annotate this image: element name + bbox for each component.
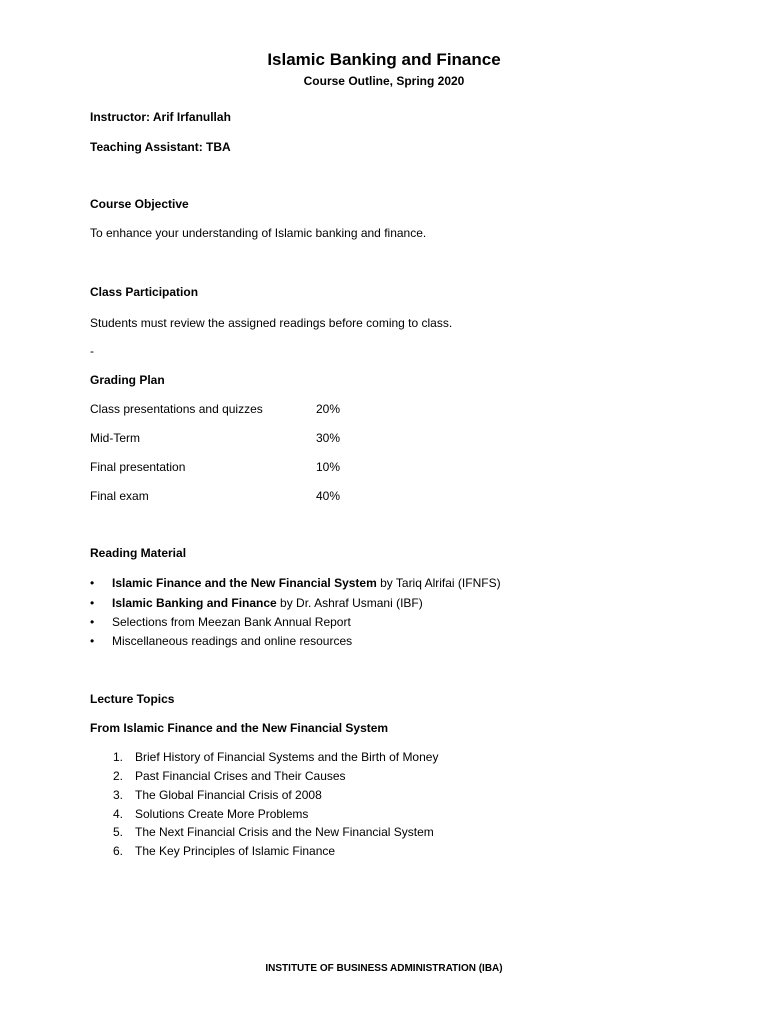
topic-text: Brief History of Financial Systems and the Birth of Money (135, 750, 439, 764)
reading-title: Islamic Banking and Finance (112, 596, 277, 610)
topic-number: 1. (113, 750, 124, 764)
topic-number: 6. (113, 844, 124, 858)
grading-row-weight: 10% (316, 460, 341, 474)
lecture-topic-item (113, 844, 336, 858)
grading-row-item: Class presentations and quizzes (90, 402, 263, 416)
reading-detail: by Tariq Alrifai (IFNFS) (376, 576, 501, 590)
topic-number: 5. (113, 825, 124, 839)
bullet-icon: • (90, 576, 95, 590)
instructor-line: Instructor: Arif Irfanullah (90, 110, 231, 124)
bullet-icon: • (90, 634, 95, 648)
course-objective-heading: Course Objective (90, 197, 189, 211)
reading-list-item (90, 596, 423, 610)
topic-number: 3. (113, 788, 124, 802)
topic-text: The Key Principles of Islamic Finance (135, 844, 336, 858)
grading-row-item: Mid-Term (90, 431, 140, 445)
stray-mark: - (90, 344, 94, 358)
reading-detail: by Dr. Ashraf Usmani (IBF) (276, 596, 423, 610)
course-objective-text: To enhance your understanding of Islamic banking and finance. (90, 226, 427, 240)
grading-plan-heading: Grading Plan (90, 373, 165, 387)
bullet-icon: • (90, 615, 95, 629)
topic-number: 4. (113, 807, 124, 821)
lecture-topics-subheading: From Islamic Finance and the New Financial System (90, 721, 389, 735)
reading-title: Islamic Finance and the New Financial System (112, 576, 377, 590)
lecture-topic-item (113, 788, 322, 802)
reading-material-heading: Reading Material (90, 546, 187, 560)
lecture-topic-item (113, 825, 434, 839)
topic-text: The Next Financial Crisis and the New Financial System (135, 825, 434, 839)
lecture-topic-item (113, 807, 309, 821)
lecture-topics-heading: Lecture Topics (90, 692, 175, 706)
reading-detail: Miscellaneous readings and online resources (112, 634, 353, 648)
page-title: Islamic Banking and Finance (267, 50, 501, 69)
page-footer: INSTITUTE OF BUSINESS ADMINISTRATION (IBA) (265, 963, 503, 974)
reading-list-item (90, 634, 353, 648)
topic-text: The Global Financial Crisis of 2008 (135, 788, 322, 802)
lecture-topic-item (113, 769, 346, 783)
class-participation-heading: Class Participation (90, 285, 199, 299)
topic-number: 2. (113, 769, 124, 783)
reading-detail: Selections from Meezan Bank Annual Report (112, 615, 351, 629)
topic-text: Solutions Create More Problems (135, 807, 309, 821)
page-subtitle: Course Outline, Spring 2020 (303, 74, 465, 88)
reading-list-item (90, 576, 501, 590)
grading-row-item: Final presentation (90, 460, 186, 474)
grading-row-weight: 30% (316, 431, 341, 445)
class-participation-text: Students must review the assigned readings before coming to class. (90, 316, 453, 330)
grading-row-weight: 20% (316, 402, 341, 416)
lecture-topic-item (113, 750, 439, 764)
grading-row-item: Final exam (90, 489, 149, 503)
bullet-icon: • (90, 596, 95, 610)
topic-text: Past Financial Crises and Their Causes (135, 769, 346, 783)
teaching-assistant-line: Teaching Assistant: TBA (90, 140, 231, 154)
reading-list-item (90, 615, 351, 629)
grading-row-weight: 40% (316, 489, 341, 503)
